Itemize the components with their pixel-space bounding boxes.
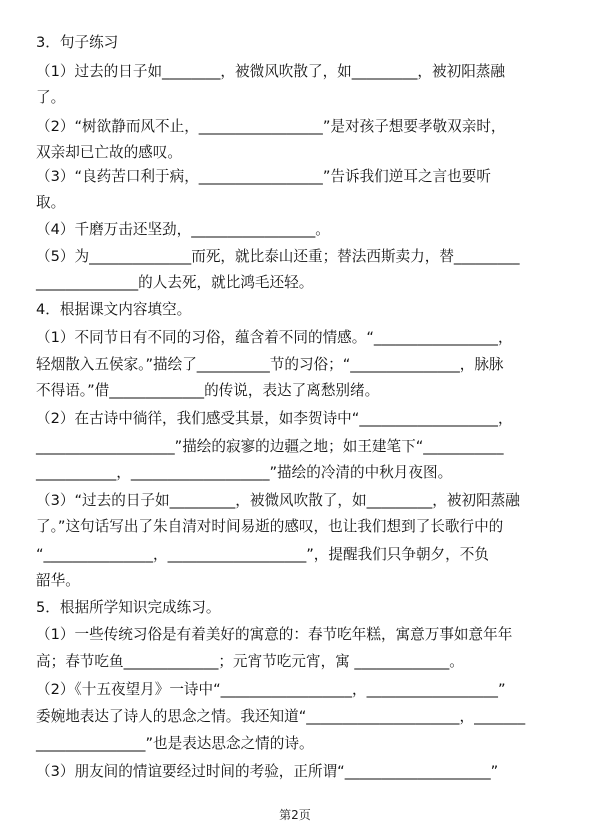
text-line: （3）“过去的日子如_________，被微风吹散了，如_________，被初阳蒸融 [36, 492, 520, 509]
text-line: ___________________”描绘的寂寥的边疆之地；如王建笔下“___________ [36, 438, 504, 455]
text-line: （5）为______________而死，就比泰山还重；替法西斯卖力，替_________ [36, 248, 520, 265]
section-3-heading: 3．句子练习 [36, 34, 119, 51]
text-line: （2）在古诗中徜徉，我们感受其景，如李贺诗中“___________________， [36, 410, 513, 427]
text-line: （1）不同节日有不同的习俗，蕴含着不同的情感。“_________________， [36, 329, 513, 346]
text-line: 高；春节吃鱼_____________；元宵节吃元宵，寓 _____________。 [36, 653, 464, 670]
text-line: ___________，___________________”描绘的冷清的中秋月夜图。 [36, 464, 453, 481]
text-line: 不得语。”借_____________的传说，表达了离愁别绪。 [36, 382, 380, 399]
text-line: （1）一些传统习俗是有着美好的寓意的：春节吃年糕，寓意万事如意年年 [36, 626, 513, 643]
text-line: 韶华。 [36, 572, 80, 589]
text-line: 了。”这句话写出了朱自清对时间易逝的感叹，也让我们想到了长歌行中的 [36, 518, 504, 535]
text-line: 了。 [36, 89, 66, 106]
text-line: 取。 [36, 194, 66, 211]
text-line: 双亲却已亡故的感叹。 [36, 144, 182, 161]
text-line: 委婉地表达了诗人的思念之情。我还知道“_____________________，_______ [36, 708, 526, 725]
text-line: （4）千磨万击还坚劲，_________________。 [36, 221, 330, 238]
text-line: （1）过去的日子如________，被微风吹散了，如_________，被初阳蒸融 [36, 63, 505, 80]
text-line: （2）《十五夜望月》一诗中“__________________，__________________” [36, 681, 506, 698]
text-line: （3）“良药苦口利于病，_________________”告诉我们逆耳之言也要听 [36, 168, 491, 185]
text-line: “_______________，___________________”，提醒我们只争朝夕，不负 [36, 546, 489, 563]
section-4-heading: 4．根据课文内容填空。 [36, 301, 192, 318]
text-line: ______________的人去死，就比鸿毛还轻。 [36, 274, 314, 291]
text-line: （3）朋友间的情谊要经过时间的考验，正所谓“____________________” [36, 763, 499, 780]
text-line: _______________”也是表达思念之情的诗。 [36, 735, 314, 752]
text-line: 轻烟散入五侯家。”描绘了__________节的习俗；“_______________，脉脉 [36, 356, 504, 373]
section-5-heading: 5．根据所学知识完成练习。 [36, 599, 221, 616]
text-line: （2）“树欲静而风不止，_________________”是对孩子想要孝敬双亲时， [36, 118, 506, 135]
page-number: 第2页 [279, 808, 311, 822]
